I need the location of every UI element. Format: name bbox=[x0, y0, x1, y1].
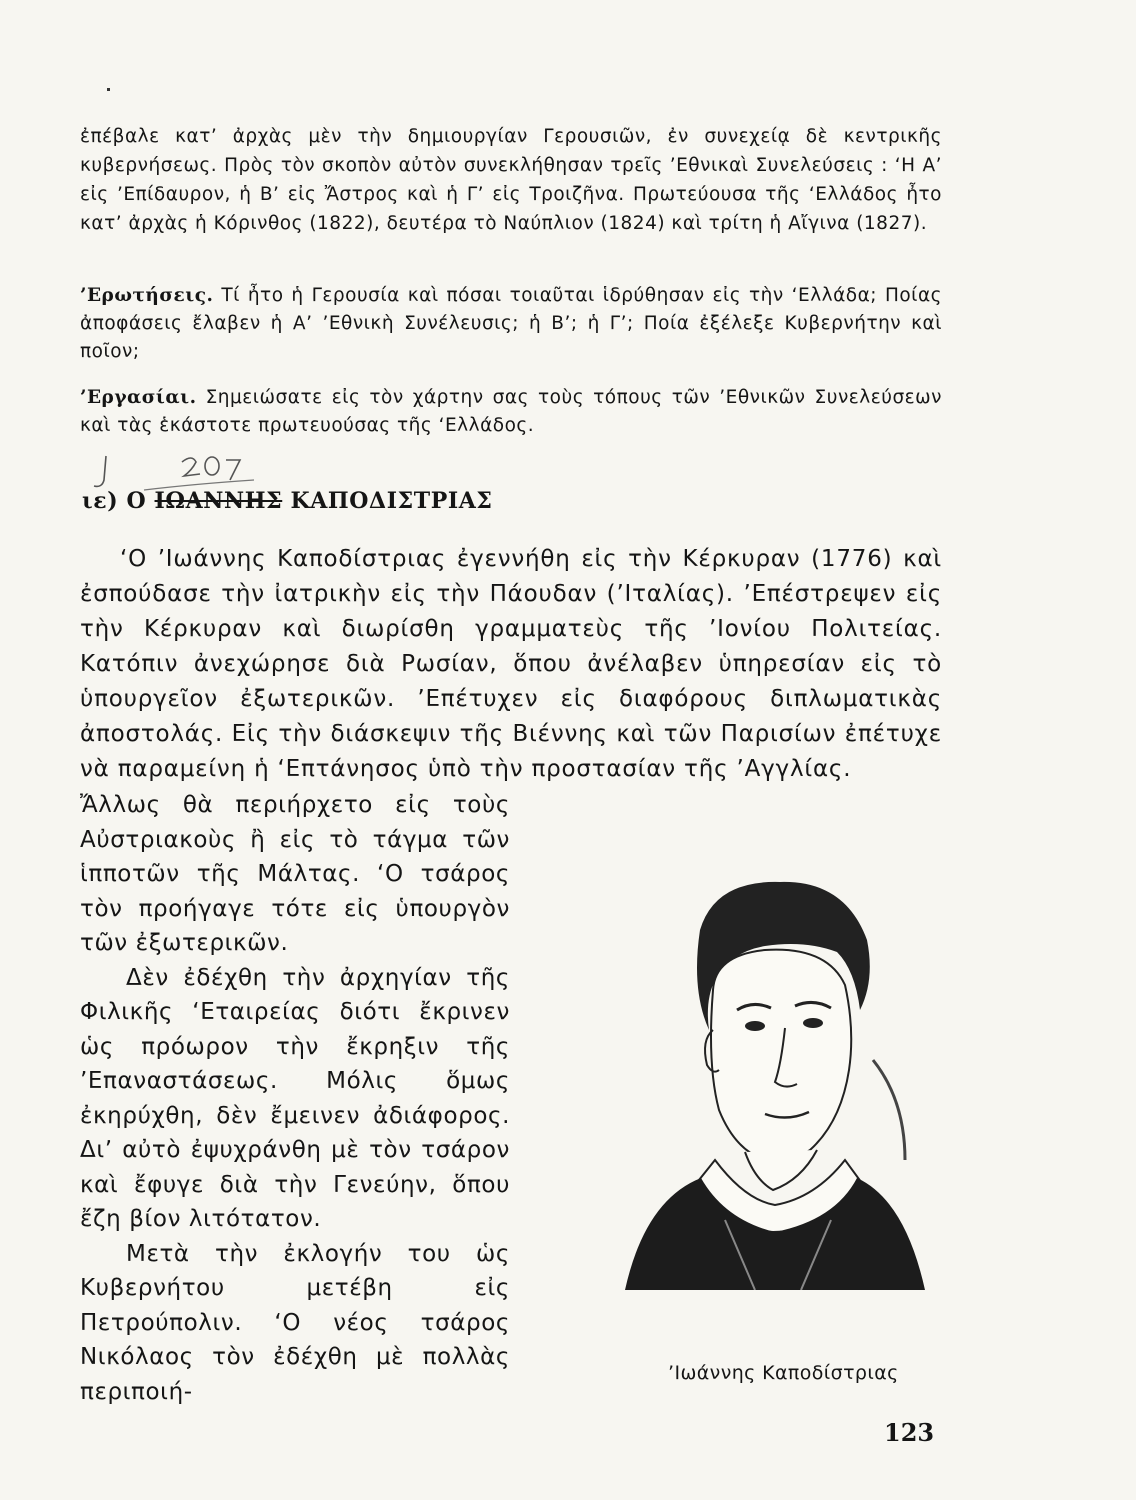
main-text bbox=[80, 542, 942, 787]
narrow-paragraph-1: Ἄλλως θὰ περιήρχετο εἰς τοὺς Αὐστριακοὺς ἢ εἰς τὸ τάγμα τῶν ἱπποτῶν τῆς Μάλτας. ‘Ο τσάρος τὸν προήγαγε τότε εἰς ὑπουργὸν τῶν ἐξωτερικῶν. bbox=[80, 792, 510, 956]
section-heading bbox=[82, 488, 493, 514]
main-paragraph: ‘Ο ’Ιωάννης Καποδίστριας ἐγεννήθη εἰς τὴν Κέρκυραν (1776) καὶ ἐσπούδασε τὴν ἰατρικὴν εἰς τὴν Πάουδαν (’Ιταλίας). ’Επέστρεψεν εἰς τὴν Κέρκυραν καὶ διωρίσθη γραμματεὺς τῆς ’Ιονίου Πολιτείας. Κατόπιν ἀνεχώρησε διὰ Ρωσίαν, ὅπου ἀνέλαβεν ὑπηρεσίαν εἰς τὸ ὑπουργεῖον ἐξωτερικῶν. ’Επέτυχεν εἰς διαφόρους διπλωματικὰς ἀποστολάς. Εἰς τὴν διάσκεψιν τῆς Βιέννης καὶ τῶν Παρισίων ἐπέτυχε νὰ παραμείνη ἡ ‘Επτάνησος ὑπὸ τὴν προστασίαν τῆς ’Αγγλίας. bbox=[80, 546, 942, 782]
heading-surname: ΚΑΠΟΔΙΣΤΡΙΑΣ bbox=[290, 488, 493, 514]
heading-struck-name: ΙΩΑΝΝΗΣ bbox=[154, 488, 283, 514]
questions-paragraph bbox=[80, 282, 942, 366]
narrow-paragraph-3: Μετὰ τὴν ἐκλογήν του ὡς Κυβερνήτου μετέβη εἰς Πετρούπολιν. ‘Ο νέος τσάρος Νικόλαος τὸν ἐδέχθη μὲ πολλὰς περιποιή- bbox=[80, 1240, 510, 1405]
page-number: 123 bbox=[884, 1418, 935, 1447]
questions-text: Τί ἦτο ἡ Γερουσία καὶ πόσαι τοιαῦται ἱδρύθησαν εἰς τὴν ‘Ελλάδα; Ποίας ἀποφάσεις ἔλαβεν ἡ Α’ ’Εθνικὴ Συνέλευσις; ἡ Β’; ἡ Γ’; Ποία ἐξέλεξε Κυβερνήτην καὶ ποῖον; bbox=[80, 285, 942, 362]
scan-mark bbox=[107, 88, 110, 91]
tasks-label: ’Εργασίαι. bbox=[80, 387, 197, 408]
tasks-paragraph bbox=[80, 384, 942, 440]
tasks-text: Σημειώσατε εἰς τὸν χάρτην σας τοὺς τόπους τῶν ’Εθνικῶν Συνελεύσεων καὶ τὰς ἑκάστοτε πρωτευούσας τῆς ‘Ελλάδος. bbox=[80, 387, 942, 436]
portrait-caption: ’Ιωάννης Καποδίστριας bbox=[668, 1362, 899, 1384]
narrow-paragraph-2: Δὲν ἐδέχθη τὴν ἀρχηγίαν τῆς Φιλικῆς ‘Εταιρείας διότι ἔκρινεν ὡς πρόωρον τὴν ἔκρηξιν τῆς ’Επαναστάσεως. Μόλις ὅμως ἐκηρύχθη, δὲν ἔμεινεν ἀδιάφορος. Διʼ αὐτὸ ἐψυχράνθη μὲ τὸν τσάρον καὶ ἔφυγε διὰ τὴν Γενεύην, ὅπου ἔζη βίον λιτότατον. bbox=[80, 964, 510, 1232]
narrow-column bbox=[80, 788, 510, 1409]
handnote-text: J 202 bbox=[84, 450, 87, 451]
heading-prefix: ιε) Ο bbox=[82, 488, 147, 514]
intro-paragraph: ἐπέβαλε κατ’ ἀρχὰς μὲν τὴν δημιουργίαν Γερουσιῶν, ἐν συνεχείᾳ δὲ κεντρικῆς κυβερνήσεως. Πρὸς τὸν σκοπὸν αὐτὸν συνεκλήθησαν τρεῖς ’Εθνικαὶ Συνελεύσεις : ‘Η Α’ εἰς ’Επίδαυρον, ἡ Β’ εἰς Ἄστρος καὶ ἡ Γ’ εἰς Τροιζῆνα. Πρωτεύουσα τῆς ‘Ελλάδος ἦτο κατ’ ἀρχὰς ἡ Κόρινθος (1822), δευτέρα τὸ Ναύπλιον (1824) καὶ τρίτη ἡ Αἴγινα (1827). bbox=[80, 126, 942, 234]
questions-label: ’Ερωτήσεις. bbox=[80, 285, 214, 306]
portrait-illustration bbox=[605, 860, 940, 1290]
